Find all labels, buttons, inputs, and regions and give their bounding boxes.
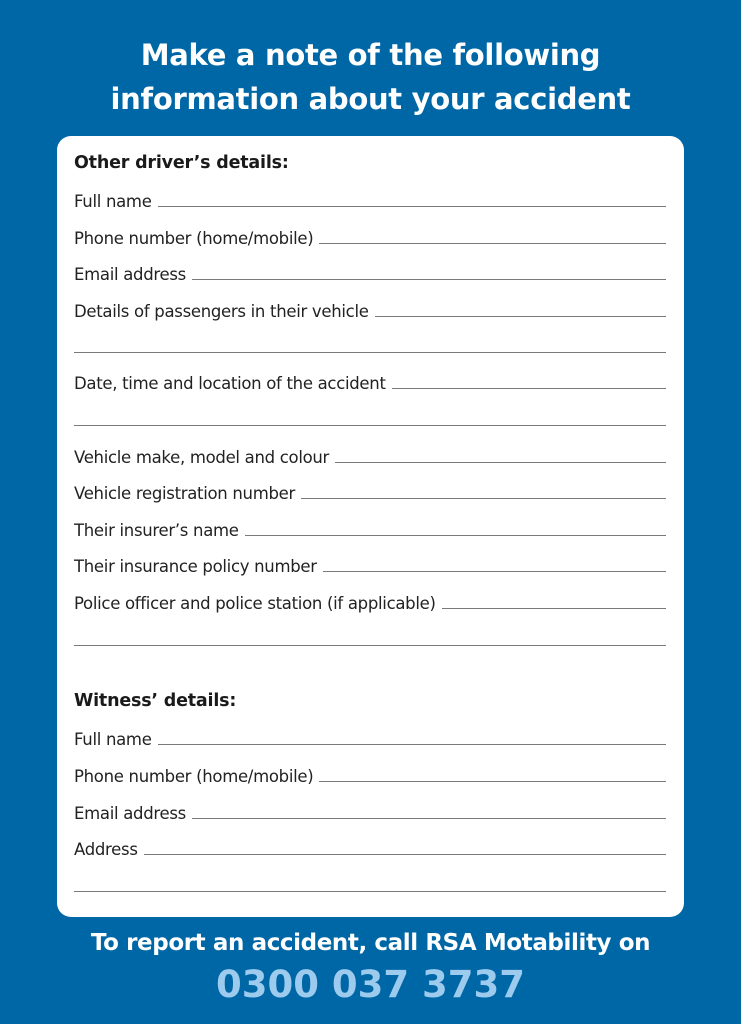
write-in-line[interactable] xyxy=(158,744,666,745)
field-label: Date, time and location of the accident xyxy=(74,374,386,393)
field-label: Phone number (home/mobile) xyxy=(74,229,314,248)
write-in-line[interactable] xyxy=(301,498,666,499)
write-in-line[interactable] xyxy=(335,462,666,463)
witness-heading: Witness’ details: xyxy=(74,691,237,711)
write-in-line[interactable] xyxy=(392,388,666,389)
page-title-line-1: Make a note of the following xyxy=(140,38,601,72)
write-in-line[interactable] xyxy=(158,206,666,207)
write-in-line[interactable] xyxy=(74,645,666,646)
field-label: Police officer and police station (if applicable) xyxy=(74,594,436,613)
field-witness-phone xyxy=(74,761,666,787)
field-witness-address xyxy=(74,834,666,860)
write-in-line[interactable] xyxy=(74,425,666,426)
field-label: Email address xyxy=(74,265,186,284)
write-in-line[interactable] xyxy=(375,316,666,317)
page-title xyxy=(0,33,741,121)
field-other-vehicle-make xyxy=(74,442,666,468)
field-label: Details of passengers in their vehicle xyxy=(74,302,369,321)
field-other-policy-number xyxy=(74,551,666,577)
field-label: Phone number (home/mobile) xyxy=(74,767,314,786)
field-other-date-time-location-extra xyxy=(74,405,666,431)
field-other-registration xyxy=(74,478,666,504)
field-label: Their insurer’s name xyxy=(74,521,239,540)
field-other-email xyxy=(74,259,666,285)
field-other-phone xyxy=(74,223,666,249)
write-in-line[interactable] xyxy=(319,781,666,782)
field-other-police xyxy=(74,588,666,614)
write-in-line[interactable] xyxy=(192,818,666,819)
footer-phone-number[interactable]: 0300 037 3737 xyxy=(216,963,525,1006)
write-in-line[interactable] xyxy=(192,279,666,280)
write-in-line[interactable] xyxy=(323,571,666,572)
field-other-full-name xyxy=(74,186,666,212)
write-in-line[interactable] xyxy=(319,243,666,244)
field-label: Full name xyxy=(74,730,152,749)
write-in-line[interactable] xyxy=(245,535,666,536)
field-label: Their insurance policy number xyxy=(74,557,317,576)
field-label: Email address xyxy=(74,804,186,823)
write-in-line[interactable] xyxy=(442,608,666,609)
field-label: Full name xyxy=(74,192,152,211)
field-other-date-time-location xyxy=(74,368,666,394)
field-witness-address-extra xyxy=(74,871,666,897)
other-driver-heading: Other driver’s details: xyxy=(74,153,289,173)
page-title-line-2: information about your accident xyxy=(110,82,631,116)
field-other-police-extra xyxy=(74,625,666,651)
write-in-line[interactable] xyxy=(74,891,666,892)
write-in-line[interactable] xyxy=(144,854,666,855)
field-label: Vehicle registration number xyxy=(74,484,295,503)
field-witness-full-name xyxy=(74,724,666,750)
field-label: Address xyxy=(74,840,138,859)
field-other-passengers xyxy=(74,296,666,322)
form-card xyxy=(57,136,684,917)
write-in-line[interactable] xyxy=(74,352,666,353)
field-other-insurer xyxy=(74,515,666,541)
field-label: Vehicle make, model and colour xyxy=(74,448,330,467)
field-witness-email xyxy=(74,798,666,824)
footer-text: To report an accident, call RSA Motability on xyxy=(90,930,651,956)
field-other-passengers-extra xyxy=(74,332,666,358)
